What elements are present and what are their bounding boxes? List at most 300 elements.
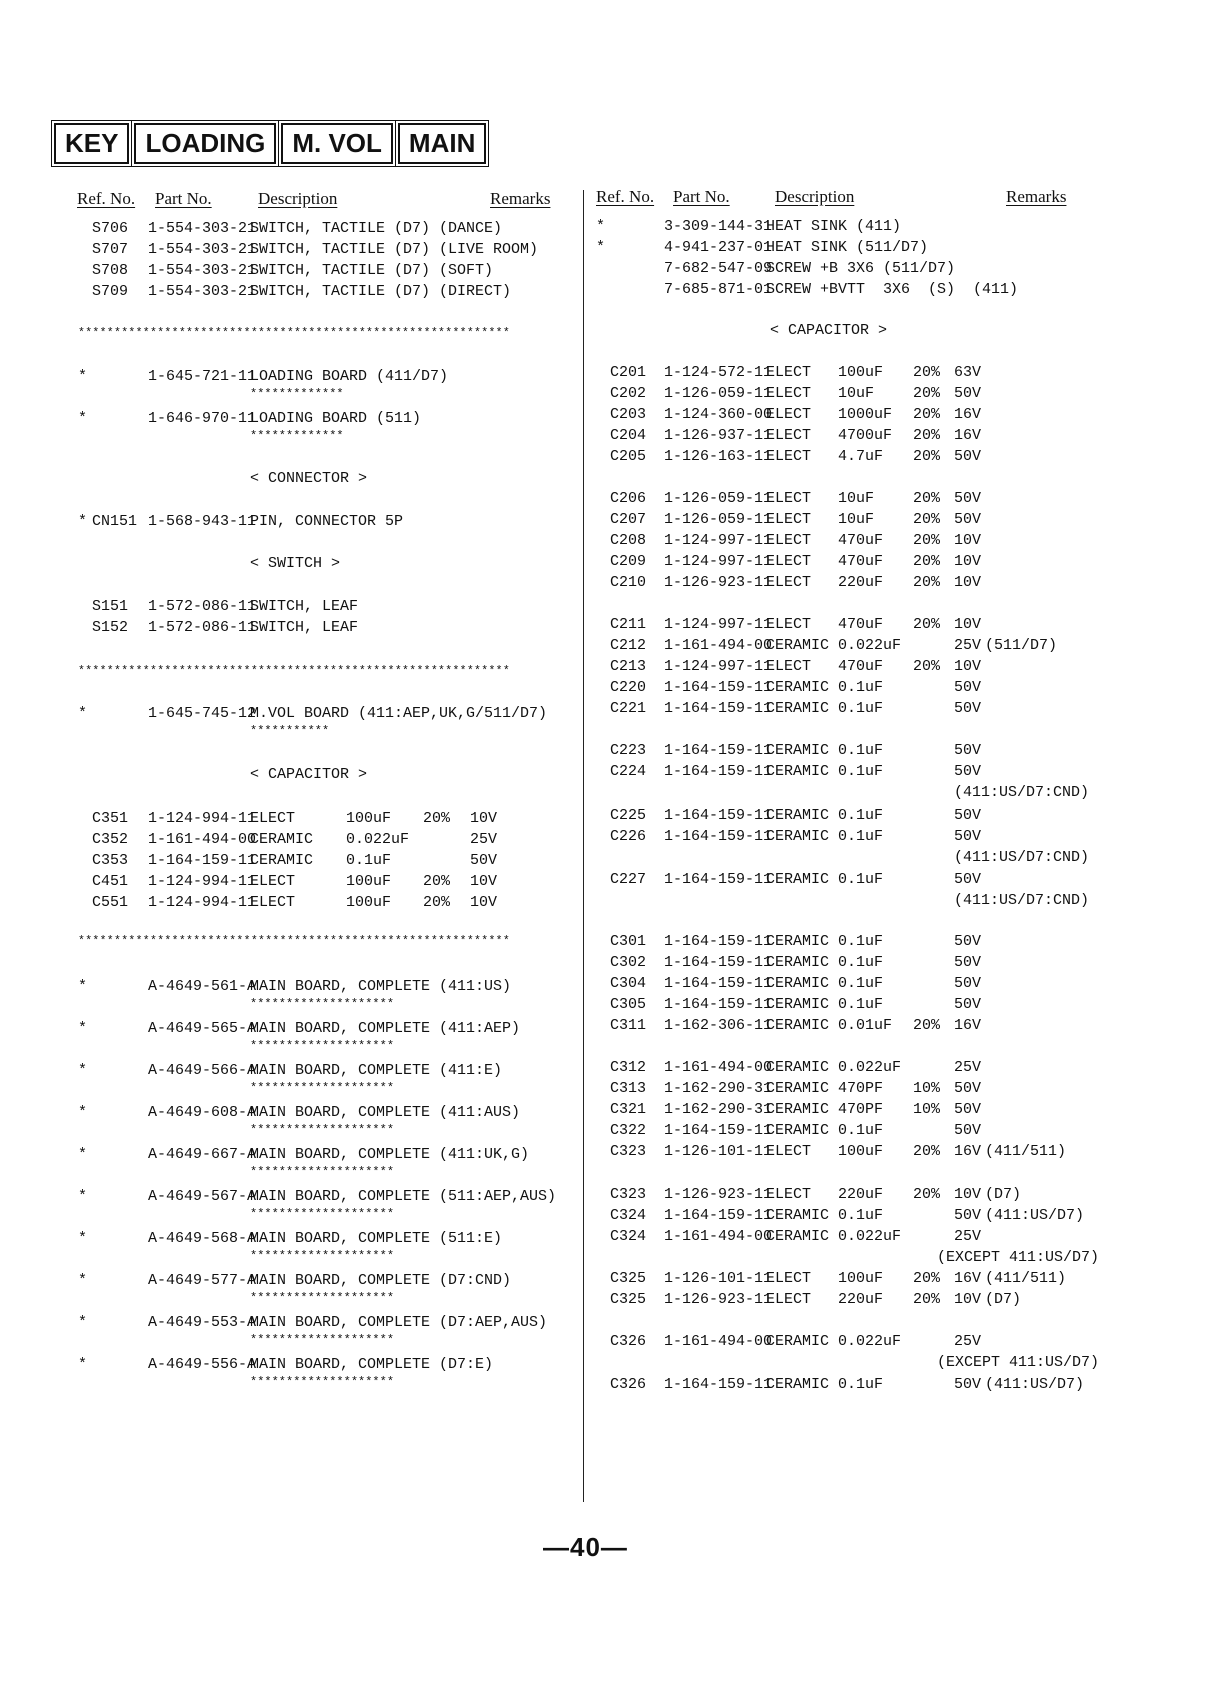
cap-value: 470uF — [838, 532, 884, 549]
part-no: 1-124-994-11 — [148, 894, 257, 911]
cap-type: ELECT — [766, 1291, 812, 1308]
cap-type: CERAMIC — [766, 954, 830, 971]
cap-tolerance: 20% — [913, 511, 941, 528]
star-mark: * — [78, 705, 88, 722]
ref-no: C353 — [92, 852, 129, 869]
part-no: 1-568-943-11 — [148, 513, 257, 530]
tab-mvol: M. VOL — [281, 123, 393, 164]
description: HEAT SINK (511/D7) — [766, 239, 929, 256]
cap-value: 0.1uF — [838, 763, 884, 780]
cap-value: 0.022uF — [838, 1059, 902, 1076]
cap-type: CERAMIC — [766, 1333, 830, 1350]
ref-no: C326 — [610, 1376, 647, 1393]
description: LOADING BOARD (511) — [250, 410, 422, 427]
cap-type: ELECT — [766, 511, 812, 528]
ref-no: C205 — [610, 448, 647, 465]
part-no: 1-124-572-11 — [664, 364, 773, 381]
description: MAIN BOARD, COMPLETE (D7:E) — [250, 1356, 494, 1373]
underline-stars: ************* — [250, 387, 344, 401]
separator: ************************************************************ — [78, 665, 511, 678]
part-no: 1-162-290-31 — [664, 1080, 773, 1097]
cap-tolerance: 20% — [913, 1017, 941, 1034]
part-no: A-4649-561-A — [148, 978, 257, 995]
part-no: A-4649-567-A — [148, 1188, 257, 1205]
cap-type: ELECT — [250, 894, 296, 911]
part-no: A-4649-667-A — [148, 1146, 257, 1163]
cap-voltage: 10V — [954, 658, 982, 675]
part-no: 1-164-159-11 — [664, 996, 773, 1013]
description: MAIN BOARD, COMPLETE (411:AUS) — [250, 1104, 521, 1121]
cap-type: CERAMIC — [766, 1228, 830, 1245]
ref-no: S151 — [92, 598, 129, 615]
underline-stars: ******************** — [250, 1375, 395, 1389]
cap-tolerance: 10% — [913, 1101, 941, 1118]
cap-type: CERAMIC — [766, 1207, 830, 1224]
cap-type: ELECT — [766, 616, 812, 633]
ref-no: C304 — [610, 975, 647, 992]
cap-type: CERAMIC — [766, 637, 830, 654]
star-mark: * — [78, 1188, 88, 1205]
ref-no: C451 — [92, 873, 129, 890]
ref-no: C223 — [610, 742, 647, 759]
cap-value: 220uF — [838, 574, 884, 591]
cap-value: 100uF — [346, 873, 392, 890]
part-no: 1-126-163-11 — [664, 448, 773, 465]
part-no: A-4649-566-A — [148, 1062, 257, 1079]
star-mark: * — [78, 513, 88, 530]
ref-no: C208 — [610, 532, 647, 549]
part-no: 1-164-159-11 — [664, 828, 773, 845]
cap-voltage: 63V — [954, 364, 982, 381]
separator: ************************************************************ — [78, 327, 511, 340]
remark-continuation: (EXCEPT 411:US/D7) — [937, 1354, 1100, 1371]
ref-no: C325 — [610, 1270, 647, 1287]
cap-value: 0.022uF — [838, 637, 902, 654]
cap-value: 0.1uF — [838, 679, 884, 696]
description: SWITCH, TACTILE (D7) (DIRECT) — [250, 283, 512, 300]
ref-no: C204 — [610, 427, 647, 444]
cap-value: 0.1uF — [838, 1376, 884, 1393]
description: MAIN BOARD, COMPLETE (411:AEP) — [250, 1020, 521, 1037]
remark-continuation: (411:US/D7:CND) — [954, 849, 1090, 866]
part-no: 1-164-159-11 — [664, 679, 773, 696]
cap-value: 0.022uF — [346, 831, 410, 848]
cap-tolerance: 20% — [423, 810, 451, 827]
ref-no: C212 — [610, 637, 647, 654]
description: MAIN BOARD, COMPLETE (511:E) — [250, 1230, 503, 1247]
part-no: 1-126-937-11 — [664, 427, 773, 444]
description: HEAT SINK (411) — [766, 218, 902, 235]
ref-no: C324 — [610, 1207, 647, 1224]
ref-no: C203 — [610, 406, 647, 423]
cap-voltage: 50V — [954, 1207, 982, 1224]
cap-tolerance: 20% — [913, 427, 941, 444]
part-no: 1-164-159-11 — [148, 852, 257, 869]
cap-value: 220uF — [838, 1186, 884, 1203]
part-no: 1-572-086-11 — [148, 598, 257, 615]
cap-value: 100uF — [346, 810, 392, 827]
star-mark: * — [78, 410, 88, 427]
cap-type: CERAMIC — [250, 831, 314, 848]
capacitor-section-title: < CAPACITOR > — [770, 322, 888, 339]
right-header-ref: Ref. No. — [596, 187, 655, 206]
left-header-desc: Description — [258, 189, 338, 208]
ref-no: C202 — [610, 385, 647, 402]
part-no: 1-126-101-11 — [664, 1143, 773, 1160]
description: M.VOL BOARD (411:AEP,UK,G/511/D7) — [250, 705, 548, 722]
cap-remark: (D7) — [985, 1186, 1022, 1203]
ref-no: C324 — [610, 1228, 647, 1245]
part-no: 1-124-994-11 — [148, 810, 257, 827]
part-no: 1-164-159-11 — [664, 933, 773, 950]
ref-no: C302 — [610, 954, 647, 971]
cap-value: 0.1uF — [838, 871, 884, 888]
cap-voltage: 10V — [954, 1186, 982, 1203]
cap-value: 4.7uF — [838, 448, 884, 465]
cap-tolerance: 20% — [913, 1143, 941, 1160]
part-no: A-4649-577-A — [148, 1272, 257, 1289]
ref-no: C211 — [610, 616, 647, 633]
part-no: 1-164-159-11 — [664, 1376, 773, 1393]
part-no: 1-124-360-00 — [664, 406, 773, 423]
cap-value: 0.1uF — [838, 828, 884, 845]
part-no: A-4649-556-A — [148, 1356, 257, 1373]
part-no: A-4649-565-A — [148, 1020, 257, 1037]
ref-no: C301 — [610, 933, 647, 950]
cap-voltage: 16V — [954, 406, 982, 423]
part-no: 3-309-144-31 — [664, 218, 773, 235]
ref-no: C326 — [610, 1333, 647, 1350]
cap-type: ELECT — [766, 658, 812, 675]
cap-voltage: 50V — [954, 490, 982, 507]
star-mark: * — [78, 1356, 88, 1373]
remark-continuation: (411:US/D7:CND) — [954, 784, 1090, 801]
cap-voltage: 50V — [954, 763, 982, 780]
cap-type: CERAMIC — [766, 807, 830, 824]
cap-type: ELECT — [766, 385, 812, 402]
underline-stars: ******************** — [250, 1249, 395, 1263]
cap-voltage: 50V — [470, 852, 498, 869]
part-no: 1-554-303-21 — [148, 220, 257, 237]
cap-type: CERAMIC — [766, 763, 830, 780]
description: MAIN BOARD, COMPLETE (D7:CND) — [250, 1272, 512, 1289]
part-no: 1-572-086-11 — [148, 619, 257, 636]
cap-voltage: 50V — [954, 511, 982, 528]
cap-tolerance: 20% — [913, 658, 941, 675]
right-header-remarks: Remarks — [1006, 187, 1067, 206]
cap-voltage: 16V — [954, 1270, 982, 1287]
cap-remark: (411/511) — [985, 1143, 1067, 1160]
cap-voltage: 50V — [954, 954, 982, 971]
part-no: 7-682-547-09 — [664, 260, 773, 277]
cap-value: 100uF — [346, 894, 392, 911]
part-no: 1-126-923-11 — [664, 1291, 773, 1308]
ref-no: C312 — [610, 1059, 647, 1076]
underline-stars: ******************** — [250, 1333, 395, 1347]
left-header-ref: Ref. No. — [77, 189, 136, 208]
description: PIN, CONNECTOR 5P — [250, 513, 404, 530]
cap-value: 4700uF — [838, 427, 893, 444]
cap-voltage: 10V — [954, 616, 982, 633]
part-no: 1-645-721-11 — [148, 368, 257, 385]
part-no: 1-164-159-11 — [664, 975, 773, 992]
cap-value: 0.01uF — [838, 1017, 893, 1034]
star-mark: * — [596, 218, 606, 235]
part-no: 1-124-997-11 — [664, 616, 773, 633]
cap-type: ELECT — [250, 810, 296, 827]
cap-type: CERAMIC — [766, 933, 830, 950]
cap-value: 220uF — [838, 1291, 884, 1308]
part-no: 1-161-494-00 — [148, 831, 257, 848]
cap-voltage: 50V — [954, 385, 982, 402]
cap-remark: (D7) — [985, 1291, 1022, 1308]
cap-type: ELECT — [250, 873, 296, 890]
ref-no: C213 — [610, 658, 647, 675]
ref-no: C224 — [610, 763, 647, 780]
description: SWITCH, TACTILE (D7) (LIVE ROOM) — [250, 241, 539, 258]
cap-type: ELECT — [766, 1143, 812, 1160]
ref-no: C209 — [610, 553, 647, 570]
tab-loading: LOADING — [134, 123, 276, 164]
description: MAIN BOARD, COMPLETE (411:E) — [250, 1062, 503, 1079]
cap-voltage: 16V — [954, 1017, 982, 1034]
ref-no: C313 — [610, 1080, 647, 1097]
cap-type: CERAMIC — [766, 996, 830, 1013]
cap-type: ELECT — [766, 553, 812, 570]
ref-no: C551 — [92, 894, 129, 911]
cap-voltage: 50V — [954, 996, 982, 1013]
cap-type: ELECT — [766, 574, 812, 591]
star-mark: * — [596, 239, 606, 256]
cap-value: 10uF — [838, 490, 875, 507]
star-mark: * — [78, 1104, 88, 1121]
part-no: 1-126-059-11 — [664, 385, 773, 402]
description: LOADING BOARD (411/D7) — [250, 368, 449, 385]
cap-tolerance: 20% — [913, 1291, 941, 1308]
part-no: 1-124-994-11 — [148, 873, 257, 890]
part-no: 1-124-997-11 — [664, 658, 773, 675]
cap-tolerance: 20% — [913, 406, 941, 423]
underline-stars: ******************** — [250, 1081, 395, 1095]
part-no: 1-161-494-00 — [664, 1059, 773, 1076]
cap-type: ELECT — [766, 532, 812, 549]
cap-value: 10uF — [838, 385, 875, 402]
cap-voltage: 16V — [954, 427, 982, 444]
cap-value: 470PF — [838, 1101, 884, 1118]
part-no: 1-554-303-21 — [148, 262, 257, 279]
ref-no: S152 — [92, 619, 129, 636]
cap-value: 0.1uF — [838, 700, 884, 717]
cap-tolerance: 20% — [913, 385, 941, 402]
part-no: 1-162-290-31 — [664, 1101, 773, 1118]
cap-tolerance: 20% — [913, 490, 941, 507]
cap-tolerance: 20% — [913, 532, 941, 549]
cap-type: CERAMIC — [766, 1017, 830, 1034]
cap-type: CERAMIC — [766, 1101, 830, 1118]
description: MAIN BOARD, COMPLETE (D7:AEP,AUS) — [250, 1314, 548, 1331]
part-no: 1-162-306-11 — [664, 1017, 773, 1034]
left-header-part: Part No. — [155, 189, 212, 208]
separator: ************************************************************ — [78, 935, 511, 948]
ref-no: C352 — [92, 831, 129, 848]
part-no: 1-164-159-11 — [664, 871, 773, 888]
description: MAIN BOARD, COMPLETE (511:AEP,AUS) — [250, 1188, 557, 1205]
ref-no: C227 — [610, 871, 647, 888]
underline-stars: ************* — [250, 429, 344, 443]
description: SCREW +B 3X6 (511/D7) — [766, 260, 956, 277]
cap-type: ELECT — [766, 1186, 812, 1203]
cap-voltage: 10V — [470, 810, 498, 827]
part-no: 1-161-494-00 — [664, 1333, 773, 1350]
cap-tolerance: 20% — [913, 574, 941, 591]
ref-no: C220 — [610, 679, 647, 696]
star-mark: * — [78, 368, 88, 385]
cap-remark: (411:US/D7) — [985, 1376, 1085, 1393]
cap-value: 1000uF — [838, 406, 893, 423]
cap-type: ELECT — [766, 448, 812, 465]
underline-stars: ******************** — [250, 997, 395, 1011]
cap-type: CERAMIC — [766, 1080, 830, 1097]
cap-voltage: 10V — [954, 574, 982, 591]
star-mark: * — [78, 1314, 88, 1331]
ref-no: C325 — [610, 1291, 647, 1308]
cap-value: 0.1uF — [838, 807, 884, 824]
part-no: A-4649-568-A — [148, 1230, 257, 1247]
star-mark: * — [78, 1146, 88, 1163]
part-no: 1-164-159-11 — [664, 1122, 773, 1139]
cap-value: 100uF — [838, 1270, 884, 1287]
part-no: 7-685-871-01 — [664, 281, 773, 298]
remark-continuation: (411:US/D7:CND) — [954, 892, 1090, 909]
cap-type: CERAMIC — [766, 679, 830, 696]
description: SWITCH, TACTILE (D7) (DANCE) — [250, 220, 503, 237]
cap-value: 470uF — [838, 658, 884, 675]
cap-type: ELECT — [766, 427, 812, 444]
underline-stars: ******************** — [250, 1123, 395, 1137]
part-no: 1-554-303-21 — [148, 241, 257, 258]
ref-no: S706 — [92, 220, 129, 237]
ref-no: C321 — [610, 1101, 647, 1118]
cap-type: CERAMIC — [766, 828, 830, 845]
part-no: 1-164-159-11 — [664, 763, 773, 780]
ref-no: C221 — [610, 700, 647, 717]
cap-value: 0.022uF — [838, 1228, 902, 1245]
cap-tolerance: 20% — [913, 553, 941, 570]
ref-no: C323 — [610, 1143, 647, 1160]
cap-type: CERAMIC — [766, 742, 830, 759]
part-no: A-4649-553-A — [148, 1314, 257, 1331]
star-mark: * — [78, 1062, 88, 1079]
cap-voltage: 10V — [470, 873, 498, 890]
cap-voltage: 25V — [954, 1333, 982, 1350]
cap-value: 0.1uF — [838, 954, 884, 971]
cap-value: 0.022uF — [838, 1333, 902, 1350]
part-no: 1-164-159-11 — [664, 742, 773, 759]
cap-voltage: 25V — [954, 1228, 982, 1245]
cap-tolerance: 20% — [913, 448, 941, 465]
cap-type: CERAMIC — [766, 1059, 830, 1076]
ref-no: C322 — [610, 1122, 647, 1139]
cap-value: 0.1uF — [346, 852, 392, 869]
star-mark: * — [78, 1272, 88, 1289]
cap-voltage: 50V — [954, 679, 982, 696]
cap-value: 0.1uF — [838, 996, 884, 1013]
cap-value: 100uF — [838, 1143, 884, 1160]
cap-tolerance: 20% — [913, 364, 941, 381]
cap-voltage: 50V — [954, 742, 982, 759]
underline-stars: ******************** — [250, 1291, 395, 1305]
cap-value: 0.1uF — [838, 933, 884, 950]
part-no: 1-164-159-11 — [664, 954, 773, 971]
ref-no: C210 — [610, 574, 647, 591]
ref-no: C323 — [610, 1186, 647, 1203]
column-divider — [583, 190, 584, 1502]
part-no: 1-646-970-11 — [148, 410, 257, 427]
part-no: 1-645-745-12 — [148, 705, 257, 722]
cap-type: CERAMIC — [766, 1376, 830, 1393]
cap-remark: (411:US/D7) — [985, 1207, 1085, 1224]
cap-value: 0.1uF — [838, 1122, 884, 1139]
star-mark: * — [78, 1020, 88, 1037]
cap-value: 0.1uF — [838, 1207, 884, 1224]
right-header-desc: Description — [775, 187, 855, 206]
cap-value: 470uF — [838, 616, 884, 633]
cap-remark: (411/511) — [985, 1270, 1067, 1287]
cap-remark: (511/D7) — [985, 637, 1058, 654]
cap-voltage: 50V — [954, 871, 982, 888]
cap-voltage: 50V — [954, 448, 982, 465]
tab-key: KEY — [54, 123, 129, 164]
cap-voltage: 10V — [954, 532, 982, 549]
underline-stars: *********** — [250, 724, 330, 738]
ref-no: C311 — [610, 1017, 647, 1034]
part-no: 1-164-159-11 — [664, 1207, 773, 1224]
cap-type: ELECT — [766, 406, 812, 423]
ref-no: C225 — [610, 807, 647, 824]
cap-voltage: 25V — [470, 831, 498, 848]
cap-voltage: 50V — [954, 1122, 982, 1139]
ref-no: S709 — [92, 283, 129, 300]
cap-voltage: 50V — [954, 1080, 982, 1097]
cap-value: 470uF — [838, 553, 884, 570]
cap-voltage: 25V — [954, 1059, 982, 1076]
cap-type: CERAMIC — [766, 975, 830, 992]
description: SWITCH, LEAF — [250, 598, 359, 615]
part-no: 1-126-101-11 — [664, 1270, 773, 1287]
page-number: —40— — [543, 1532, 628, 1562]
cap-voltage: 10V — [954, 1291, 982, 1308]
cap-voltage: 50V — [954, 700, 982, 717]
cap-type: CERAMIC — [766, 1122, 830, 1139]
cap-type: ELECT — [766, 490, 812, 507]
part-no: 1-126-923-11 — [664, 1186, 773, 1203]
cap-tolerance: 20% — [913, 616, 941, 633]
ref-no: C206 — [610, 490, 647, 507]
cap-voltage: 50V — [954, 807, 982, 824]
part-no: 1-126-059-11 — [664, 490, 773, 507]
underline-stars: ******************** — [250, 1165, 395, 1179]
description: MAIN BOARD, COMPLETE (411:US) — [250, 978, 512, 995]
cap-voltage: 10V — [954, 553, 982, 570]
cap-type: ELECT — [766, 364, 812, 381]
cap-voltage: 50V — [954, 1376, 982, 1393]
part-no: 1-124-997-11 — [664, 553, 773, 570]
cap-tolerance: 20% — [913, 1270, 941, 1287]
part-no: 1-164-159-11 — [664, 700, 773, 717]
part-no: 1-124-997-11 — [664, 532, 773, 549]
description: MAIN BOARD, COMPLETE (411:UK,G) — [250, 1146, 530, 1163]
part-no: 4-941-237-01 — [664, 239, 773, 256]
